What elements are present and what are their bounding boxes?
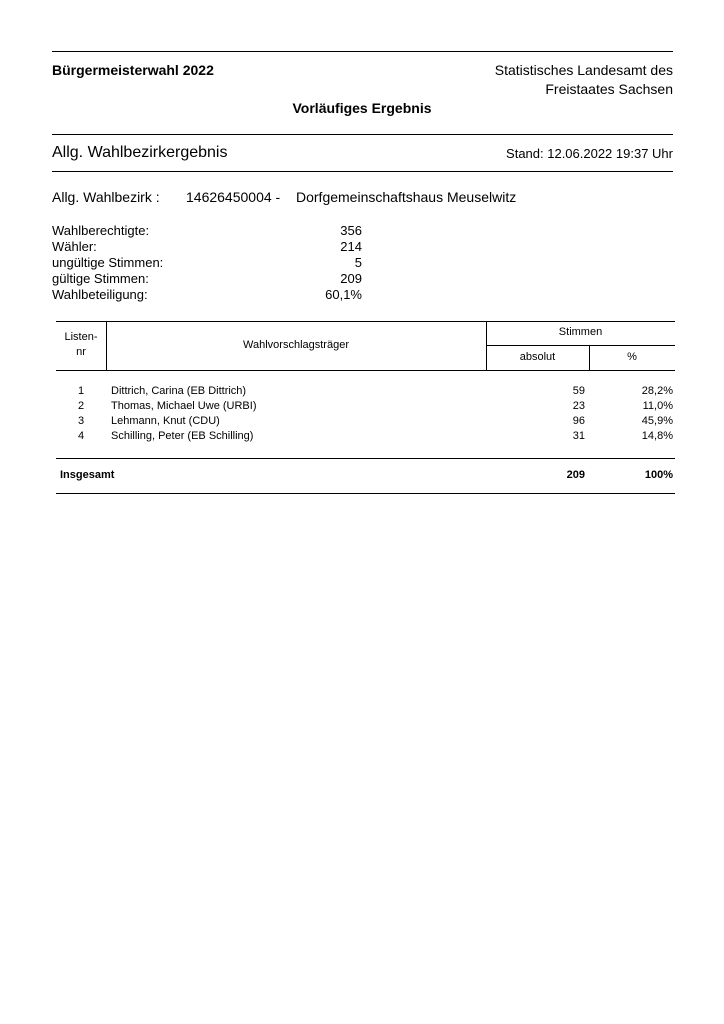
stat-value: 5 xyxy=(354,255,362,270)
col-header-votes: Stimmen xyxy=(558,326,603,338)
stat-value: 209 xyxy=(340,271,362,286)
table-row xyxy=(56,415,673,430)
row-candidate: Lehmann, Knut (CDU) xyxy=(111,415,220,427)
table-row xyxy=(56,385,673,400)
office-line-1: Statistisches Landesamt des xyxy=(494,62,673,78)
table-row xyxy=(56,430,673,445)
row-votes-percent: 28,2% xyxy=(641,385,673,397)
table-header-bottom-rule xyxy=(56,370,675,371)
row-list-nr: 1 xyxy=(77,385,85,397)
row-list-nr: 4 xyxy=(77,430,85,442)
stat-row xyxy=(52,239,362,255)
stat-value: 214 xyxy=(340,239,362,254)
row-votes-percent: 14,8% xyxy=(641,430,673,442)
totals-percent: 100% xyxy=(644,469,673,481)
row-votes-percent: 45,9% xyxy=(641,415,673,427)
election-title: Bürgermeisterwahl 2022 xyxy=(52,62,214,78)
stat-row xyxy=(52,287,362,303)
totals-label: Insgesamt xyxy=(60,469,115,481)
section-bottom-divider xyxy=(52,171,673,172)
section-top-divider xyxy=(52,134,673,135)
row-list-nr: 2 xyxy=(77,400,85,412)
stat-label: Wahlbeteiligung: xyxy=(52,287,148,302)
district-label: Allg. Wahlbezirk : xyxy=(52,189,160,205)
top-divider xyxy=(52,51,673,52)
stat-label: gültige Stimmen: xyxy=(52,271,149,286)
row-candidate: Dittrich, Carina (EB Dittrich) xyxy=(111,385,247,397)
table-row xyxy=(56,400,673,415)
stat-label: Wahlberechtigte: xyxy=(52,223,150,238)
col-header-absolute: absolut xyxy=(519,351,556,363)
stand-timestamp: Stand: 12.06.2022 19:37 Uhr xyxy=(506,146,673,161)
stat-value: 60,1% xyxy=(325,287,362,302)
row-list-nr: 3 xyxy=(77,415,85,427)
row-votes-absolute: 31 xyxy=(572,430,585,442)
totals-top-rule xyxy=(56,458,675,459)
stat-row xyxy=(52,223,362,239)
stat-row xyxy=(52,271,362,287)
row-votes-absolute: 23 xyxy=(572,400,585,412)
col-header-party: Wahlvorschlagsträger xyxy=(243,339,349,351)
district-name: Dorfgemeinschaftshaus Meuselwitz xyxy=(296,189,517,205)
totals-absolute: 209 xyxy=(566,469,585,481)
row-votes-percent: 11,0% xyxy=(642,400,673,412)
district-number: 14626450004 - xyxy=(186,189,281,205)
row-candidate: Thomas, Michael Uwe (URBI) xyxy=(111,400,257,412)
stat-label: Wähler: xyxy=(52,239,97,254)
col-header-list-nr-2: nr xyxy=(76,346,86,358)
stat-row xyxy=(52,255,362,271)
row-votes-absolute: 59 xyxy=(572,385,585,397)
row-candidate: Schilling, Peter (EB Schilling) xyxy=(111,430,254,442)
table-top-rule xyxy=(56,321,675,322)
totals-bottom-rule xyxy=(56,493,675,494)
col-header-percent: % xyxy=(627,351,637,363)
totals-row xyxy=(56,469,673,484)
stat-value: 356 xyxy=(340,223,362,238)
section-title: Allg. Wahlbezirkergebnis xyxy=(52,144,228,161)
stat-label: ungültige Stimmen: xyxy=(52,255,164,270)
office-line-2: Freistaates Sachsen xyxy=(545,81,673,97)
result-type: Vorläufiges Ergebnis xyxy=(292,100,432,116)
row-votes-absolute: 96 xyxy=(572,415,585,427)
table-subheader-rule xyxy=(486,345,675,346)
col-header-list-nr: Listen- xyxy=(64,331,98,343)
